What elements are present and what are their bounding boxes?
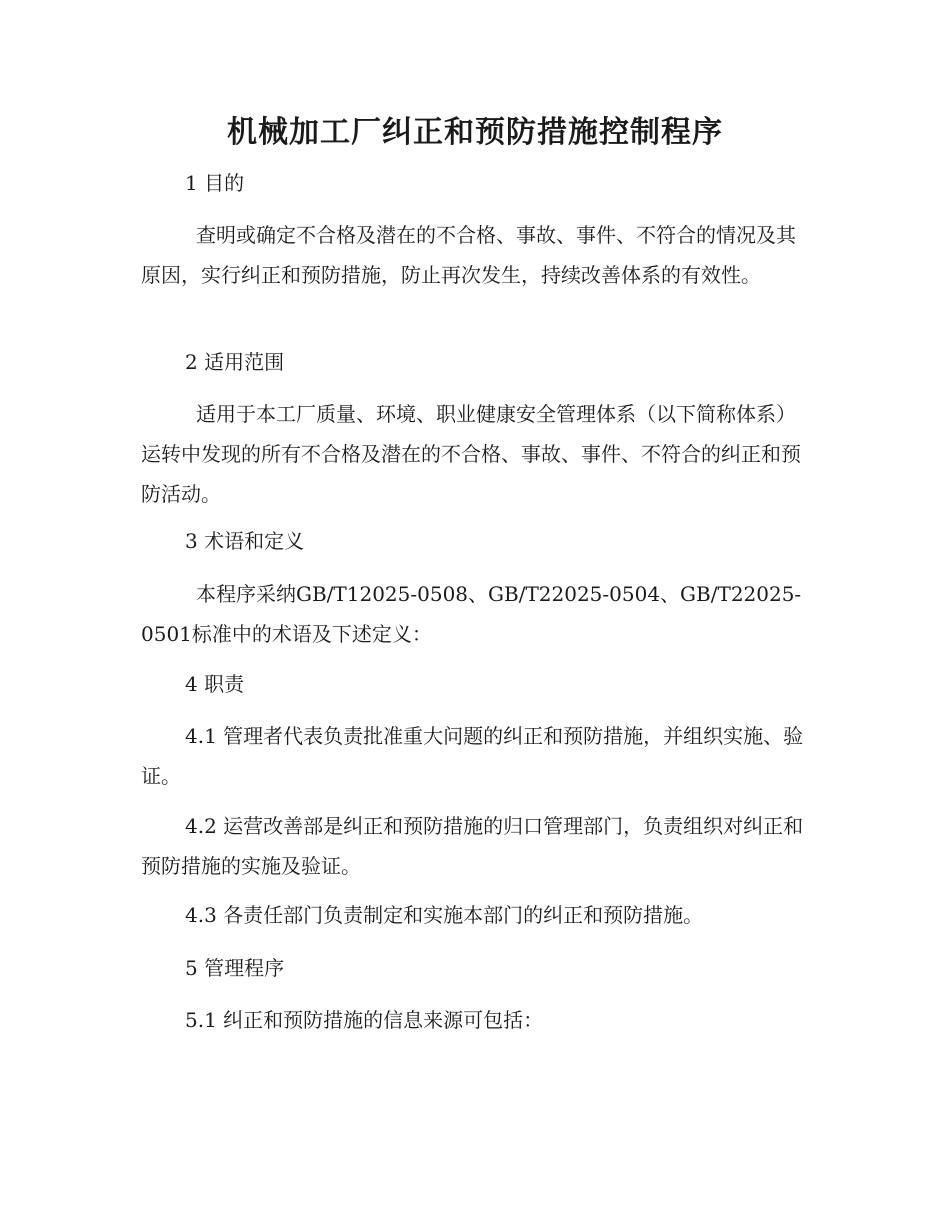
- document-title: 机械加工厂纠正和预防措施控制程序: [227, 115, 723, 150]
- section-3-body: 本程序采纳GB/T12025-0508、GB/T22025-0504、GB/T22025-0501标准中的术语及下述定义：: [141, 582, 802, 646]
- section-5-item-1: 5.1 纠正和预防措施的信息来源可包括：: [185, 1008, 544, 1032]
- section-4-item-3: 4.3 各责任部门负责制定和实施本部门的纠正和预防措施。: [185, 903, 704, 927]
- section-1-heading: 1 目的: [185, 171, 245, 195]
- section-3-heading: 3 术语和定义: [185, 529, 305, 553]
- section-1-body: 查明或确定不合格及潜在的不合格、事故、事件、不符合的情况及其原因，实行纠正和预防措施，防止再次发生，持续改善体系的有效性。: [141, 223, 796, 287]
- section-2-body: 适用于本工厂质量、环境、职业健康安全管理体系（以下简称体系）运转中发现的所有不合格及潜在的不合格、事故、事件、不符合的纠正和预防活动。: [141, 402, 801, 506]
- section-4-item-2: 4.2 运营改善部是纠正和预防措施的归口管理部门，负责组织对纠正和预防措施的实施及验证。: [141, 814, 804, 878]
- section-4-heading: 4 职责: [185, 672, 245, 696]
- section-2-heading: 2 适用范围: [185, 350, 285, 374]
- section-5-heading: 5 管理程序: [185, 956, 285, 980]
- section-4-item-1: 4.1 管理者代表负责批准重大问题的纠正和预防措施，并组织实施、验证。: [141, 724, 804, 788]
